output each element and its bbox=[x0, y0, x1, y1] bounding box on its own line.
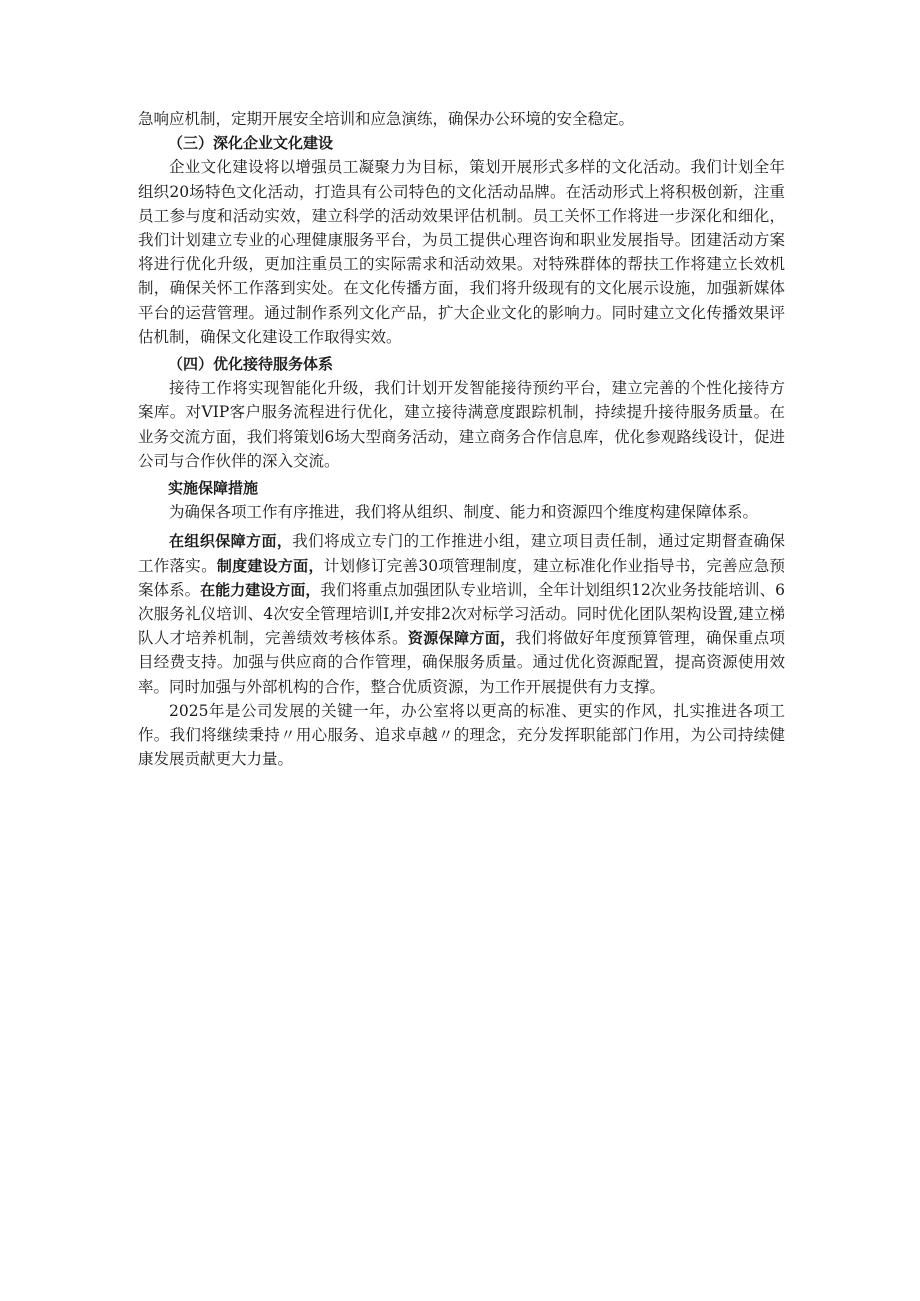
text-system-building: 计划修订完善30项管理制度，建立标准化作业指导书，完善应急预案体系。 bbox=[138, 556, 785, 599]
text-organization-guarantee: 我们将成立专门的工作推进小组，建立项目责任制，通过定期督查确保工作落实。 bbox=[138, 532, 785, 575]
paragraph-conclusion: 2025年是公司发展的关键一年，办公室将以更高的标准、更实的作风，扎实推进各项工作。我们将继续秉持〃用心服务、追求卓越〃的理念，充分发挥职能部门作用，为公司持续健康发展贡献更大力量。 bbox=[138, 701, 785, 769]
heading-corporate-culture: （三）深化企业文化建设 bbox=[168, 134, 334, 153]
paragraph-measures-intro: 为确保各项工作有序推进，我们将从组织、制度、能力和资源四个维度构建保障体系。 bbox=[169, 503, 759, 522]
text-resource-guarantee: 我们将做好年度预算管理，确保重点项目经费支持。加强与供应商的合作管理，确保服务质量。通过优化资源配置，提高资源使用效率。同时加强与外部机构的合作，整合优质资源，为工作开展提供有力支撑。 bbox=[138, 629, 785, 696]
paragraph-guarantee-system bbox=[138, 529, 785, 698]
bold-system-building: 制度建设方面， bbox=[216, 556, 324, 575]
heading-implementation-measures: 实施保障措施 bbox=[168, 479, 259, 498]
document-page bbox=[138, 107, 785, 771]
heading-reception-service: （四）优化接待服务体系 bbox=[168, 355, 334, 374]
text-capability-building: 我们将重点加强团队专业培训，全年计划组织12次业务技能培训、6次服务礼仪培训、4次安全管理培训I,并安排2次对标学习活动。同时优化团队架构设置,建立梯队人才培养机制，完善绩效考核体系。 bbox=[138, 580, 785, 648]
paragraph-corporate-culture: 企业文化建设将以增强员工凝聚力为目标，策划开展形式多样的文化活动。我们计划全年组织20场特色文化活动，打造具有公司特色的文化活动品牌。在活动形式上将积极创新，注重员工参与度和活动实效，建立科学的活动效果评估机制。员工关怀工作将进一步深化和细化，我们计划建立专业的心理健康服务平台，为员工提供心理咨询和职业发展指导。团建活动方案将进行优化升级，更加注重员工的实际需求和活动效果。对特殊群体的帮扶工作将建立长效机制，确保关怀工作落到实处。在文化传播方面，我们将升级现有的文化展示设施，加强新媒体平台的运营管理。通过制作系列文化产品，扩大企业文化的影响力。同时建立文化传播效果评估机制，确保文化建设工作取得实效。 bbox=[138, 158, 785, 346]
bold-organization-guarantee: 在组织保障方面， bbox=[169, 532, 293, 551]
paragraph-reception-service: 接待工作将实现智能化升级，我们计划开发智能接待预约平台，建立完善的个性化接待方案库。对VIP客户服务流程进行优化，建立接待满意度跟踪机制，持续提升接待服务质量。在业务交流方面，我们将策划6场大型商务活动，建立商务合作信息库，优化参观路线设计，促进公司与合作伙伴的深入交流。 bbox=[138, 379, 785, 470]
paragraph-emergency-response: 急响应机制，定期开展安全培训和应急演练，确保办公环境的安全稳定。 bbox=[138, 110, 635, 128]
bold-resource-guarantee: 资源保障方面， bbox=[407, 629, 516, 648]
bold-capability-building: 在能力建设方面， bbox=[200, 580, 321, 599]
